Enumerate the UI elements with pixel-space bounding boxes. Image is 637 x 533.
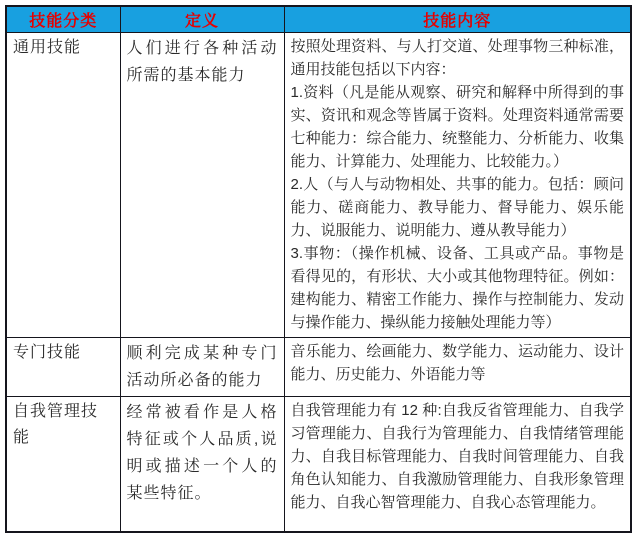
content-cell <box>284 397 631 532</box>
content-paragraph: 音乐能力、绘画能力、数学能力、运动能力、设计能力、历史能力、外语能力等 <box>290 343 624 383</box>
category-cell: 通用技能 <box>6 33 120 338</box>
category-cell: 自我管理技能 <box>6 397 120 532</box>
header-cell-skill-category: 技能分类 <box>6 6 120 33</box>
definition-cell: 人们进行各种活动所需的基本能力 <box>120 33 284 338</box>
header-cell-definition: 定义 <box>120 6 284 33</box>
definition-cell: 顺利完成某种专门活动所必备的能力 <box>120 338 284 397</box>
content-paragraph: 按照处理资料、与人打交道、处理事物三种标准，通用技能包括以下内容： <box>290 38 624 78</box>
table-row-self-management-skills <box>6 397 631 532</box>
skills-classification-table <box>5 5 632 533</box>
table-header-row <box>6 6 631 33</box>
table-row-general-skills <box>6 33 631 338</box>
content-paragraph: 2.人（与人与动物相处、共事的能力。包括：顾问能力、磋商能力、教导能力、督导能力、娱乐能力、说服能力、说明能力、遵从教导能力） <box>290 176 624 239</box>
content-paragraph: 自我管理能力有 12 种:自我反省管理能力、自我学习管理能力、自我行为管理能力、自我情绪管理能力、自我目标管理能力、自我时间管理能力、自我角色认知能力、自我激励管理能力、自我形象管理能力、自我心智管理能力、自我心态管理能力。 <box>290 402 624 511</box>
content-paragraph: 1.资料（凡是能从观察、研究和解释中所得到的事实、资讯和观念等皆属于资料。处理资料通常需要七种能力：综合能力、统整能力、分析能力、收集能力、计算能力、处理能力、比较能力。） <box>290 84 624 170</box>
table-row-special-skills <box>6 338 631 397</box>
content-cell <box>284 338 631 397</box>
header-cell-skill-content: 技能内容 <box>284 6 631 33</box>
content-paragraph: 3.事物：（操作机械、设备、工具或产品。事物是看得见的，有形状、大小或其他物理特征。例如：建构能力、精密工作能力、操作与控制能力、发动与操作能力、操纵能力接触处理能力等） <box>290 245 624 331</box>
category-cell: 专门技能 <box>6 338 120 397</box>
content-cell <box>284 33 631 338</box>
definition-cell: 经常被看作是人格特征或个人品质,说明或描述一个人的某些特征。 <box>120 397 284 532</box>
